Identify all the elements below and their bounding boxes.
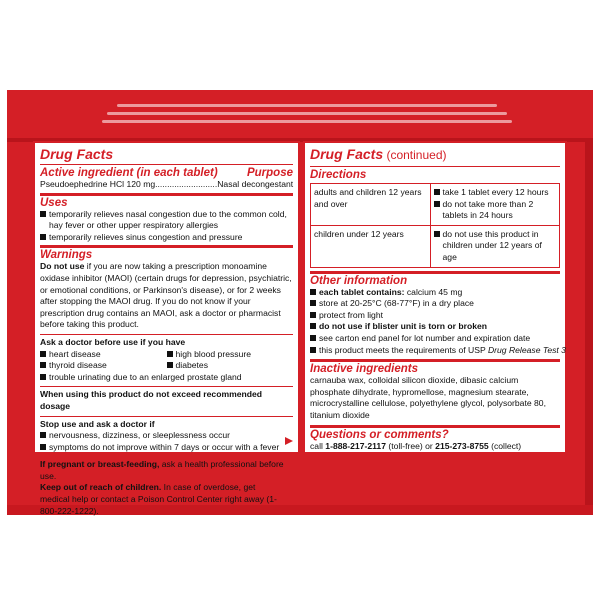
active-ingredient-line: Pseudoephedrine HCl 120 mg..........................Nasal decongestant bbox=[40, 179, 294, 189]
warnings-heading: Warnings bbox=[40, 249, 93, 262]
mirrored-print-line bbox=[117, 104, 497, 107]
other-info-item: store at 20-25°C (68-77°F) in a dry place bbox=[310, 298, 560, 310]
drug-facts-left-panel bbox=[33, 141, 300, 516]
ask-doctor-item: high blood pressure bbox=[167, 349, 294, 361]
uses-heading: Uses bbox=[40, 196, 68, 209]
directions-what: take 1 tablet every 12 hours do not take more than 2 tablets in 24 hours bbox=[430, 184, 559, 226]
divider bbox=[310, 359, 560, 362]
when-using-text: When using this product do not exceed recommended dosage bbox=[40, 389, 263, 411]
uses-item: temporarily relieves nasal congestion due to the common cold, hay fever or other upper respiratory allergies bbox=[40, 209, 293, 232]
bullet-square bbox=[40, 234, 46, 240]
divider bbox=[40, 386, 293, 387]
divider bbox=[40, 245, 293, 248]
bullet-square bbox=[40, 211, 46, 217]
ask-doctor-heading: Ask a doctor before use if you have bbox=[40, 336, 186, 347]
continue-arrow-icon bbox=[284, 436, 294, 446]
divider bbox=[310, 166, 560, 167]
ask-doctor-item: trouble urinating due to an enlarged prostate gland bbox=[40, 372, 293, 384]
ask-doctor-item: diabetes bbox=[167, 360, 294, 372]
directions-who: adults and children 12 years and over bbox=[311, 184, 431, 226]
other-info-item: do not use if blister unit is torn or broken bbox=[310, 321, 560, 333]
ask-doctor-row bbox=[40, 349, 293, 361]
directions-who: children under 12 years bbox=[311, 225, 431, 267]
stop-use-item: nervousness, dizziness, or sleeplessness occur bbox=[40, 430, 293, 442]
stop-use-heading: Stop use and ask a doctor if bbox=[40, 418, 155, 429]
table-row bbox=[311, 225, 560, 267]
other-information-heading: Other information bbox=[310, 274, 408, 287]
mirrored-print-line bbox=[107, 112, 507, 115]
inactive-ingredients-heading: Inactive ingredients bbox=[310, 363, 419, 376]
ask-doctor-row bbox=[40, 360, 293, 372]
divider bbox=[40, 416, 293, 417]
other-info-item: this product meets the requirements of USP Drug Release Test 3 bbox=[310, 345, 560, 357]
uses-item: temporarily relieves sinus congestion and pressure bbox=[40, 232, 293, 244]
active-ingredient-header bbox=[40, 167, 293, 179]
divider bbox=[40, 164, 293, 165]
do-not-use-text: Do not use if you are now taking a prescription monoamine oxidase inhibitor (MAOI) (certain drugs for depression, psychiatric, or emotional conditions, or Parkinson's disease), or for 2 weeks after stopping the MAOI drug. If you do not know if your prescription drug contains an MAOI, ask a doctor or pharmacist before taking this product. bbox=[40, 261, 292, 330]
package-top-flap bbox=[7, 90, 593, 142]
divider bbox=[310, 271, 560, 274]
questions-heading: Questions or comments? bbox=[310, 428, 449, 441]
keep-out-text: Keep out of reach of children. In case of overdose, get medical help or contact a Poison Control Center right away (1-800-222-1222). bbox=[40, 482, 277, 516]
questions-text: call 1-888-217-2117 (toll-free) or 215-273-8755 (collect) bbox=[310, 440, 522, 451]
other-info-item: each tablet contains: calcium 45 mg bbox=[310, 287, 560, 299]
pregnant-text: If pregnant or breast-feeding, ask a health professional before use. bbox=[40, 459, 284, 481]
package-side-edge bbox=[585, 138, 593, 515]
drug-facts-continued-title: Drug Facts (continued) bbox=[310, 146, 447, 162]
ask-doctor-item: thyroid disease bbox=[40, 360, 167, 372]
active-ingredient-heading: Active ingredient (in each tablet) bbox=[40, 167, 218, 179]
divider bbox=[310, 425, 560, 428]
directions-what: do not use this product in children under 12 years of age bbox=[430, 225, 559, 267]
table-row bbox=[311, 184, 560, 226]
drug-facts-title: Drug Facts bbox=[40, 146, 114, 162]
purpose-heading: Purpose bbox=[246, 167, 293, 179]
stop-use-item: symptoms do not improve within 7 days or occur with a fever bbox=[40, 442, 293, 454]
divider bbox=[40, 334, 293, 335]
ask-doctor-item: heart disease bbox=[40, 349, 167, 361]
drug-facts-right-panel bbox=[303, 141, 567, 454]
directions-heading: Directions bbox=[310, 169, 367, 181]
directions-table bbox=[310, 183, 560, 268]
other-info-item: see carton end panel for lot number and expiration date bbox=[310, 333, 560, 345]
other-info-item: protect from light bbox=[310, 310, 560, 322]
divider bbox=[40, 193, 293, 196]
divider bbox=[40, 456, 293, 457]
inactive-ingredients-text: carnauba wax, colloidal silicon dioxide, dibasic calcium phosphate dihydrate, hypromellose, magnesium stearate, microcrystalline cellulose, polyethylene glycol, polysorbate 80, titanium dioxide bbox=[310, 375, 546, 420]
mirrored-print-line bbox=[102, 120, 512, 123]
